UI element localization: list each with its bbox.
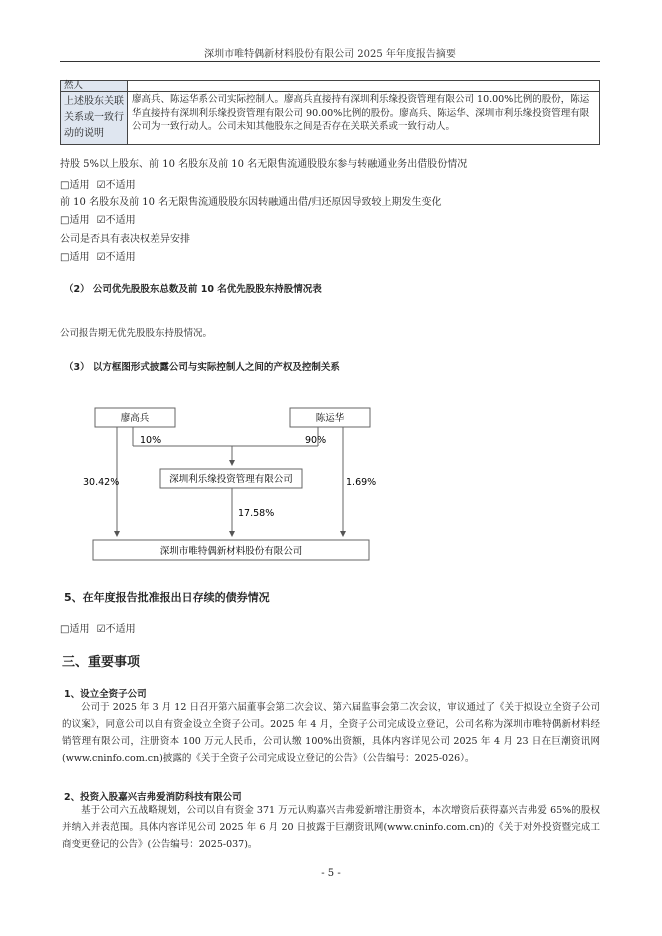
item2-paragraph: 基于公司六五战略规划，公司以自有资金 371 万元认购嘉兴吉弗爱新增注册资本，本次增资后获得嘉兴吉弗爱 65%的股权并纳入并表范围。具体内容详见公司 2025 年 6 月 20 日披露于巨潮资讯网(www.cninfo.com.cn)的《关于对外投资暨完成工商变更登记的公告》(公告编号：2025-037)。 xyxy=(62,805,600,850)
item1-paragraph: 公司于 2025 年 3 月 12 日召开第六届董事会第二次会议、第六届监事会第二次会议，审议通过了《关于拟设立全资子公司的议案》，同意公司以自有资金设立全资子公司。2025 年 4 月，全资子公司完成设立登记，公司名称为深圳市唯特偶新材料经销管理有限公司，注册资本 100 万元人民币，公司认缴 100%出资额，具体内容详见公司 2025 年 4 月 23 日在巨潮资讯网(www.cninfo.com.cn)披露的《关于全资子公司完成设立登记的公告》（公告编号：2025-026）。 xyxy=(62,702,600,764)
item1-title: 1、设立全资子公司 xyxy=(64,689,147,700)
checkbox-applicable: □适用 xyxy=(60,252,90,263)
node-person-a: 廖高兵 xyxy=(120,413,150,424)
section-major-title: 三、重要事项 xyxy=(62,655,141,670)
item2-title: 2、投资入股嘉兴吉弗爱消防科技有限公司 xyxy=(64,792,242,803)
checkbox-not-applicable: ☑不适用 xyxy=(96,180,136,191)
section-ownership-title: （3） 以方框图形式披露公司与实际控制人之间的产权及控制关系 xyxy=(64,362,340,373)
checkbox-applicable: □适用 xyxy=(60,215,90,226)
relation-text-cell: 廖高兵、陈运华系公司实际控制人。廖高兵直接持有深圳利乐缘投资管理有限公司 10.00%比例的股份，陈运华直接持有深圳利乐缘投资管理有限公司 90.00%比例的股份。廖高兵、陈运华、深圳市利乐缘投资管理有限公司为一致行动人。公司未知其他股东之间是否存在关联关系或一致行动人。 xyxy=(128,92,600,145)
table-cell-label: 然人 xyxy=(61,81,128,92)
checkbox-not-applicable: ☑不适用 xyxy=(96,252,136,263)
node-company: 深圳市唯特偶新材料股份有限公司 xyxy=(159,546,303,557)
checkbox-applicable: □适用 xyxy=(60,624,90,635)
section-bonds-title: 5、在年度报告批准报出日存续的债券情况 xyxy=(64,591,270,604)
margin-lending-line: 持股 5%以上股东、前 10 名股东及前 10 名无限售流通股股东参与转融通业务出借股份情况 xyxy=(60,159,468,170)
edge-label-b-company: 1.69% xyxy=(346,477,377,488)
node-holding: 深圳利乐缘投资管理有限公司 xyxy=(169,474,293,485)
relation-label-cell: 上述股东关联关系或一致行动的说明 xyxy=(61,92,128,145)
edge-label-holding-company: 17.58% xyxy=(238,508,275,519)
edge-label-a-company: 30.42% xyxy=(83,477,120,488)
checkbox-not-applicable: ☑不适用 xyxy=(96,215,136,226)
page-number: - 5 - xyxy=(321,868,341,879)
voting-rights-line: 公司是否具有表决权差异安排 xyxy=(60,234,190,245)
node-person-b: 陈运华 xyxy=(315,413,345,424)
edge-label-b-holding: 90% xyxy=(305,435,327,446)
section-preferred-title: （2） 公司优先股股东总数及前 10 名优先股股东持股情况表 xyxy=(64,284,322,295)
checkbox-row-4 xyxy=(60,620,136,635)
edge-label-a-holding: 10% xyxy=(140,435,162,446)
checkbox-applicable: □适用 xyxy=(60,180,90,191)
section-preferred-note: 公司报告期无优先股股东持股情况。 xyxy=(60,328,213,339)
top10-change-line: 前 10 名股东及前 10 名无限售流通股股东因转融通出借/归还原因导致较上期发生变化 xyxy=(60,197,442,208)
page-header: 深圳市唯特偶新材料股份有限公司 2025 年年度报告摘要 xyxy=(204,49,456,60)
checkbox-not-applicable: ☑不适用 xyxy=(96,624,136,635)
